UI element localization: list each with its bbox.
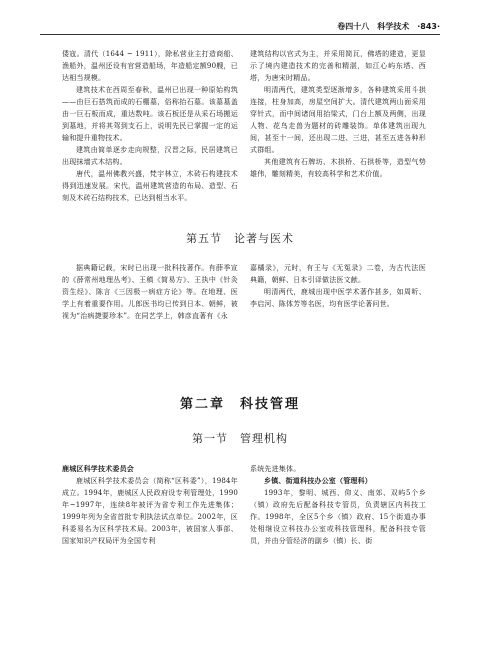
paragraph: 建筑由简单逐步走向规整，汉晋之际，民居建筑已出现抹墙式木结构。 [62, 146, 238, 166]
section-title: 第一节 管理机构 [192, 432, 288, 445]
bottom-right-column [250, 463, 426, 547]
paragraph: 据典籍记载，宋时已出现一批科技著作。有薛季宣的《薛常州地理丛考》、王稹《简易方》、王执中《针灸资生经》、陈言《三因极一病症方论》等。在地理、医学上有着重要作用。儿郎医书均已传到日本、朝鲜，被视为“治病捷要珍本”。在同艺学上，韩彦直著有《永 [62, 264, 238, 320]
paragraph: 建筑技术在西周至春秋，温州已出现一种原始构筑——由巨石搭筑而成的石棚墓，俗称抬石墓。该墓墓盖由一巨石板而成，重达数吨。该石板还是从采石场搬运到墓地，并将其驾到支石上，说明先民已掌握一定的运输和提升重物技术。 [62, 86, 238, 142]
paragraph: 鹿城区科学技术委员会（简称“区科委”），1984年成立。1994年，鹿城区人民政府设专利管理处，1990年~1997年，连续8年被评为省专利工作先进集体；1999年列为全省首批专利执法试点单位。2002年，区科委易名为区科学技术局。2003年，被国家人事部、国家知识产权局评为全国专利 [62, 477, 238, 545]
mid-left-column [62, 262, 238, 322]
paragraph: 明清两代，建筑类型逐渐增多，各种建筑采用斗拱连接，柱身加高，房屋空间扩大。清代建筑两山面采用穿针式，而中间诸间用抬梁式，门台上额及两侧，出现人物、花鸟走兽为题材的砖雕装饰。单体建筑出现九间，甚至十一间，还出现二进、三进，甚至五进各种形式群组。 [250, 86, 426, 154]
section-title: 第五节 论著与医术 [186, 232, 294, 245]
top-right-column [250, 48, 426, 180]
paragraph: 唐代，温州佛教兴盛，梵宇林立，木砖石构建技术得到迅速发展。宋代，温州建筑营造的布局、造型、石刻及木砖石结构技术，已达到相当水平。 [62, 170, 238, 202]
institution-heading: 鹿城区科学技术委员会 [62, 465, 134, 473]
running-header [40, 14, 440, 35]
paragraph: 建筑结构以官式为主，并采用简瓦，佛塔的建造，更显示了境内建造技术的完善和精湛，如江心屿东塔、西塔，为唐宋时精品。 [250, 50, 426, 82]
paragraph: 嘉橘录》，元时，有王与《无冤录》二卷，为古代法医典籍，朝鲜、日本引译做法医文献。 [250, 264, 426, 284]
paragraph: 1993年，黎明、城西、仰义、南郊、双屿5个乡（镇）政府先后配备科技专管员，负责辖区内科技工作。1998年，全区5个乡（镇）政府、15个街道办事处相继设立科技办公室或科技管理科，配备科技专管员，并由分管经济的副乡（镇）长、街 [250, 489, 426, 545]
top-left-column [62, 48, 238, 204]
paragraph: 倭寇。清代（1644 ~ 1911），除私营业主打造商船、渔船外，温州还设有官营造船场，年造船定额90艘，已达相当规模。 [62, 50, 238, 82]
mid-right-column [250, 262, 426, 310]
chapter-title: 第二章 科技管理 [179, 397, 300, 412]
paragraph: 系统先进集体。 [250, 465, 301, 473]
paragraph: 其他建筑有石牌坊、木拱桥、石拱桥等，造型气势雄伟，雕刻精美，有较高科学和艺术价值。 [250, 158, 426, 178]
running-title: 卷四十八 科学技术 ·843· [337, 22, 440, 31]
paragraph: 明清两代，鹿城出现中医学术著作甚多，如周昕、李启河、陈体芳等名医，均有医学论著问世。 [250, 288, 426, 308]
institution-heading: 乡镇、街道科技办公室（管理科） [264, 477, 372, 485]
bottom-left-column [62, 463, 238, 547]
